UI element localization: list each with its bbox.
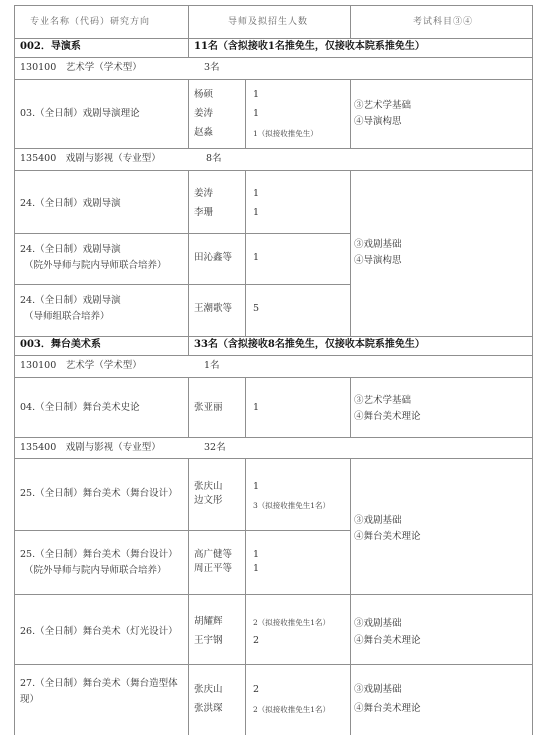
quota-count: 2（拟接收推免生1名） xyxy=(253,705,331,714)
row-line xyxy=(14,664,533,665)
col-separator xyxy=(350,79,351,148)
table-border-left xyxy=(14,5,15,735)
quota-count: 1 xyxy=(253,252,260,263)
quota-count: 1 xyxy=(253,402,260,413)
subject-quota: 1名 xyxy=(204,360,220,371)
research-direction: 24.（全日制）戏剧导演 xyxy=(20,244,121,255)
tutor-name: 姜涛 xyxy=(194,108,214,119)
quota-count: 1（拟接收推免生） xyxy=(253,129,318,138)
exam-subject: ④舞台美术理论 xyxy=(354,531,421,542)
row-line xyxy=(14,38,533,39)
row-line xyxy=(14,458,533,459)
exam-subject: ③戏剧基础 xyxy=(354,618,402,629)
quota-count: 1 xyxy=(253,481,260,492)
col-separator xyxy=(188,170,189,336)
dept-quota-summary: 11名（含拟接收1名推免生，仅接收本院系推免生） xyxy=(194,41,425,52)
col-separator xyxy=(188,336,189,355)
table-border-top xyxy=(14,5,533,6)
research-direction: 27.（全日制）舞台美术（舞台造型体 xyxy=(20,678,178,689)
tutor-name: 张庆山 xyxy=(194,684,223,695)
tutor-name: 田沁鑫等 xyxy=(194,252,233,263)
quota-count: 1 xyxy=(253,188,260,199)
col-separator xyxy=(188,458,189,735)
subject-label: 135400 戏剧与影视（专业型） xyxy=(20,153,161,164)
exam-subject: ③戏剧基础 xyxy=(354,684,402,695)
subject-quota: 8名 xyxy=(206,153,222,164)
col-separator xyxy=(245,79,246,148)
tutor-name: 高广健等 xyxy=(194,549,233,560)
subject-label: 130100 艺术学（学术型） xyxy=(20,62,142,73)
tutor-name: 杨硕 xyxy=(194,89,214,100)
quota-count: 2（拟接收推免生1名） xyxy=(253,618,331,627)
row-line xyxy=(14,377,533,378)
exam-subject: ④舞台美术理论 xyxy=(354,703,421,714)
exam-subject: ④导演构思 xyxy=(354,116,402,127)
tutor-name: 赵淼 xyxy=(194,127,214,138)
research-direction-note: （导师组联合培养） xyxy=(24,311,110,322)
research-direction: 25.（全日制）舞台美术（舞台设计） xyxy=(20,549,178,560)
research-direction-note: （院外导师与院内导师联合培养） xyxy=(24,565,167,576)
quota-count: 3（拟接收推免生1名） xyxy=(253,501,331,510)
row-line xyxy=(14,355,533,356)
exam-subject: ③戏剧基础 xyxy=(354,515,402,526)
quota-count: 1 xyxy=(253,89,260,100)
tutor-name: 王宇钢 xyxy=(194,635,223,646)
quota-count: 1 xyxy=(253,207,260,218)
row-line xyxy=(14,79,533,80)
quota-count: 1 xyxy=(253,108,260,119)
subject-quota: 32名 xyxy=(204,442,226,453)
header-tutors: 导师及拟招生人数 xyxy=(228,17,309,27)
exam-subject: ④舞台美术理论 xyxy=(354,635,421,646)
exam-subject: ④导演构思 xyxy=(354,255,402,266)
subject-label: 135400 戏剧与影视（专业型） xyxy=(20,442,161,453)
row-line xyxy=(14,594,533,595)
tutor-name: 王潮歌等 xyxy=(194,303,233,314)
subject-quota: 3名 xyxy=(204,62,220,73)
col-separator xyxy=(188,79,189,148)
tutor-name: 姜涛 xyxy=(194,188,214,199)
tutor-name: 周正平等 xyxy=(194,563,233,574)
row-line xyxy=(14,233,351,234)
dept-quota-summary: 33名（含拟接收8名推免生，仅接收本院系推免生） xyxy=(194,339,425,350)
tutor-name: 边文彤 xyxy=(194,495,223,506)
col-separator xyxy=(245,458,246,735)
research-direction: 24.（全日制）戏剧导演 xyxy=(20,295,121,306)
tutor-name: 张庆山 xyxy=(194,481,223,492)
tutor-name: 李珊 xyxy=(194,207,214,218)
research-direction-note: （院外导师与院内导师联合培养） xyxy=(24,260,167,271)
row-line xyxy=(14,170,533,171)
col-separator xyxy=(350,377,351,437)
dept-name: 002．导演系 xyxy=(20,41,81,52)
research-direction: 04.（全日制）舞台美术史论 xyxy=(20,402,140,413)
col-separator xyxy=(245,377,246,437)
col-separator xyxy=(350,170,351,336)
research-direction: 26.（全日制）舞台美术（灯光设计） xyxy=(20,626,178,637)
table-border-right xyxy=(532,5,533,735)
dept-name: 003．舞台美术系 xyxy=(20,339,101,350)
exam-subject: ③艺术学基础 xyxy=(354,395,412,406)
quota-count: 5 xyxy=(253,303,260,314)
tutor-name: 张洪琛 xyxy=(194,703,223,714)
quota-count: 1 xyxy=(253,549,260,560)
subject-label: 130100 艺术学（学术型） xyxy=(20,360,142,371)
quota-count: 2 xyxy=(253,635,260,646)
exam-subject: ③戏剧基础 xyxy=(354,239,402,250)
header-major: 专业名称（代码）研究方向 xyxy=(30,17,151,27)
research-direction: 24.（全日制）戏剧导演 xyxy=(20,198,121,209)
row-line xyxy=(14,336,533,337)
row-line xyxy=(14,148,533,149)
col-separator xyxy=(245,170,246,336)
tutor-name: 张亚丽 xyxy=(194,402,223,413)
row-line xyxy=(14,437,533,438)
col-separator xyxy=(350,5,351,39)
col-separator xyxy=(188,5,189,39)
row-line xyxy=(14,57,533,58)
quota-count: 2 xyxy=(253,684,260,695)
exam-subject: ④舞台美术理论 xyxy=(354,411,421,422)
quota-count: 1 xyxy=(253,563,260,574)
research-direction: 25.（全日制）舞台美术（舞台设计） xyxy=(20,488,178,499)
col-separator xyxy=(350,458,351,735)
exam-subject: ③艺术学基础 xyxy=(354,100,412,111)
tutor-name: 胡耀辉 xyxy=(194,616,223,627)
row-line xyxy=(14,530,351,531)
research-direction: 03.（全日制）戏剧导演理论 xyxy=(20,108,140,119)
col-separator xyxy=(188,38,189,57)
col-separator xyxy=(188,377,189,437)
row-line xyxy=(14,284,351,285)
header-exams: 考试科目③④ xyxy=(413,17,474,27)
research-direction-cont: 现） xyxy=(20,694,40,705)
